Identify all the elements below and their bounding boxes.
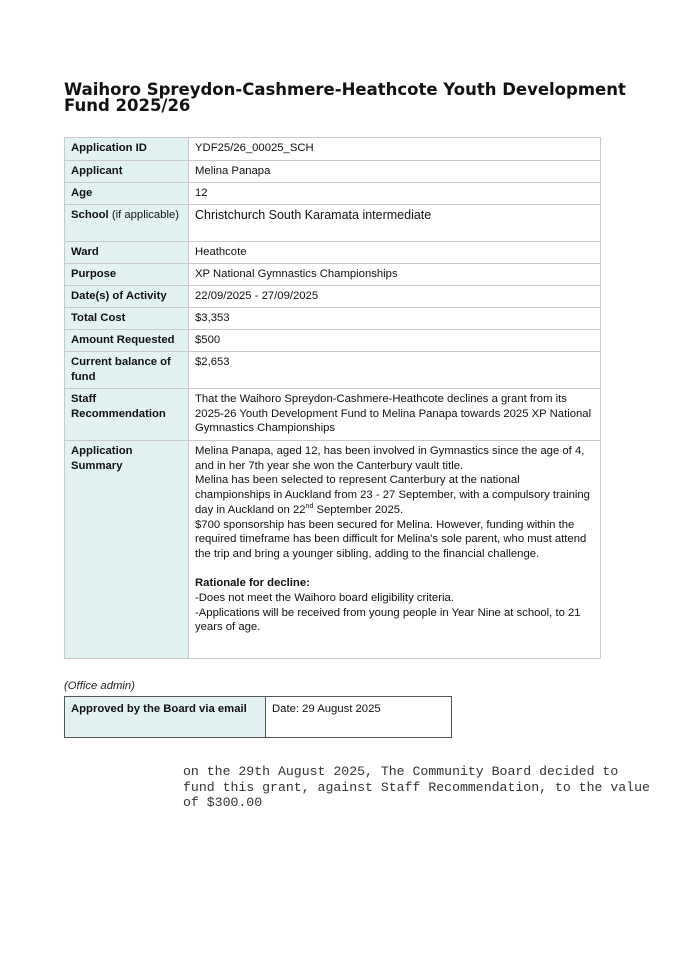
row-value-current-balance: $2,653 [189, 352, 601, 389]
row-label-total-cost: Total Cost [65, 308, 189, 330]
row-label-ward: Ward [65, 242, 189, 264]
row-value-dates: 22/09/2025 - 27/09/2025 [189, 286, 601, 308]
table-row [65, 330, 601, 352]
row-value-age: 12 [189, 183, 601, 205]
table-row [65, 138, 601, 161]
row-label-amount-requested: Amount Requested [65, 330, 189, 352]
table-row [65, 161, 601, 183]
row-value-applicant: Melina Panapa [189, 161, 601, 183]
application-table [64, 137, 601, 659]
table-row [65, 308, 601, 330]
table-row [65, 242, 601, 264]
row-value-school: Christchurch South Karamata intermediate [189, 205, 601, 242]
row-value-application-summary [189, 441, 601, 659]
table-row [65, 205, 601, 242]
row-label-application-id: Application ID [65, 138, 189, 161]
row-value-total-cost: $3,353 [189, 308, 601, 330]
row-value-staff-recommendation: That the Waihoro Spreydon-Cashmere-Heathcote declines a grant from its 2025-26 Youth Development Fund to Melina Panapa towards 2025 XP National Gymnastics Championships [189, 389, 601, 441]
row-label-current-balance: Current balance of fund [65, 352, 189, 389]
row-value-amount-requested: $500 [189, 330, 601, 352]
school-label-suffix: (if applicable) [111, 209, 179, 221]
row-label-school [65, 205, 189, 242]
row-value-purpose: XP National Gymnastics Championships [189, 264, 601, 286]
table-row [65, 352, 601, 389]
school-label: School [71, 209, 109, 221]
table-row [65, 697, 452, 738]
typed-note: on the 29th August 2025, The Community Board decided to fund this grant, against Staff Recommendation, to the value of $300.00 [183, 764, 650, 811]
rationale-heading [195, 576, 594, 591]
summary-text: Melina has been selected to represent Canterbury at the national championships in Auckland from 23 - 27 September, with a compulsory training day in Auckland on 22 [195, 474, 590, 516]
row-label-age: Age [65, 183, 189, 205]
table-row [65, 441, 601, 659]
ordinal-suffix: nd [305, 502, 314, 510]
table-row [65, 264, 601, 286]
row-value-application-id: YDF25/26_00025_SCH [189, 138, 601, 161]
row-label-applicant: Applicant [65, 161, 189, 183]
rationale-item: -Applications will be received from young people in Year Nine at school, to 21 years of age. [195, 606, 581, 634]
document-title: Waihoro Spreydon-Cashmere-Heathcote Youth Development Fund 2025/26 [64, 80, 626, 115]
summary-text: September 2025. [313, 503, 404, 516]
summary-paragraph: Melina Panapa, aged 12, has been involved in Gymnastics since the age of 4, and in her 7th year she won the Canterbury vault title. [195, 445, 585, 472]
row-label-purpose: Purpose [65, 264, 189, 286]
rationale-heading-text: Rationale for decline: [195, 577, 310, 590]
approval-date: Date: 29 August 2025 [266, 697, 452, 738]
approved-label: Approved by the Board via email [65, 697, 266, 738]
summary-paragraph: $700 sponsorship has been secured for Melina. However, funding within the required timeframe has been difficult for Melina's sole parent, who must attend the trip and bring a younger sibling, adding to the financial challenge. [195, 518, 587, 560]
row-label-application-summary: Application Summary [65, 441, 189, 659]
approval-table [64, 696, 452, 738]
table-row [65, 389, 601, 441]
row-label-dates: Date(s) of Activity [65, 286, 189, 308]
row-value-ward: Heathcote [189, 242, 601, 264]
row-label-staff-recommendation: Staff Recommendation [65, 389, 189, 441]
office-admin-label: (Office admin) [64, 680, 135, 692]
summary-paragraph [195, 473, 594, 517]
table-row [65, 183, 601, 205]
table-row [65, 286, 601, 308]
rationale-item: -Does not meet the Waihoro board eligibility criteria. [195, 592, 454, 605]
